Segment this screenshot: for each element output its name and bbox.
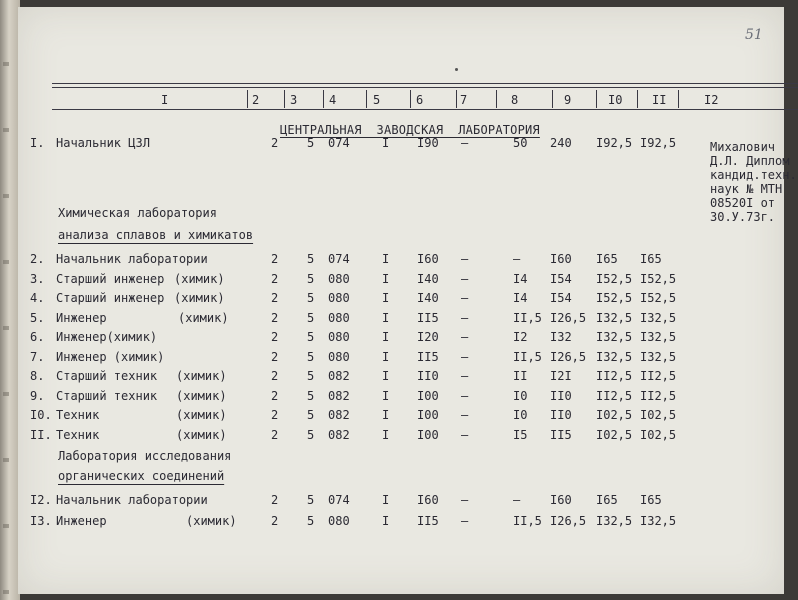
cell-spec: (химик) [176, 408, 227, 422]
cell-c2: 2 [271, 493, 279, 507]
row-1-note: Михалович Д.Л. Диплом кандид.техн. наук № МТН 08520I от 30.У.73г. [710, 140, 797, 224]
column-header-1: I [161, 93, 169, 107]
cell-spec: (химик) [178, 310, 229, 325]
cell-c5: I [382, 388, 390, 403]
cell-c4: 080 [328, 330, 350, 344]
table-row [18, 329, 784, 347]
cell-c7: – [461, 514, 469, 528]
cell-spec: (химик) [174, 271, 225, 286]
cell-c6: II0 [417, 369, 439, 383]
cell-n: 3. [30, 271, 45, 286]
cell-c4: 082 [328, 388, 350, 403]
cell-c11: I65 [640, 252, 662, 266]
cell-c9: II0 [550, 408, 572, 422]
cell-c3: 5 [307, 514, 315, 528]
cell-name: Старший инженер [56, 291, 165, 305]
section-1-title-line2: анализа сплавов и химикатов [58, 228, 254, 242]
cell-c3: 5 [307, 330, 315, 344]
cell-c2: 2 [271, 408, 279, 422]
cell-name: Техник [56, 408, 100, 422]
cell-c2: 2 [271, 252, 279, 266]
cell-n: I. [30, 136, 45, 150]
cell-c9: 240 [550, 136, 572, 150]
cell-c9: I26,5 [550, 310, 587, 325]
cell-c7: – [461, 310, 469, 325]
cell-c3: 5 [307, 427, 315, 442]
cell-n: II. [30, 427, 52, 442]
cell-c11: I92,5 [640, 136, 677, 150]
cell-c10: I65 [596, 493, 618, 507]
cell-spec: (химик) [176, 369, 227, 383]
cell-c9: II5 [550, 427, 572, 442]
table-row [18, 290, 784, 308]
table-row [18, 492, 784, 510]
column-separator [496, 90, 497, 108]
column-header-9: 9 [564, 93, 572, 107]
cell-c10: I32,5 [596, 330, 633, 344]
cell-c7: – [461, 427, 469, 442]
cell-c3: 5 [307, 493, 315, 507]
cell-c6: I40 [417, 271, 439, 286]
cell-c3: 5 [307, 369, 315, 383]
column-separator [410, 90, 411, 108]
cell-name: Старший инженер [56, 271, 165, 286]
cell-n: 2. [30, 252, 45, 266]
cell-c8: I0 [513, 408, 528, 422]
cell-c11: I32,5 [640, 349, 677, 364]
cell-c8: II,5 [513, 514, 542, 528]
cell-c11: II2,5 [640, 388, 677, 403]
cell-c10: II2,5 [596, 388, 633, 403]
column-header-6: 6 [416, 93, 424, 107]
cell-name: Техник [56, 427, 100, 442]
column-header-3: 3 [290, 93, 298, 107]
document-title: ЦЕНТРАЛЬНАЯ ЗАВОДСКАЯ ЛАБОРАТОРИЯ [280, 123, 540, 137]
cell-c9: I60 [550, 252, 572, 266]
cell-c6: II5 [417, 349, 439, 364]
cell-n: 8. [30, 369, 45, 383]
cell-c5: I [382, 271, 390, 286]
table-row [18, 368, 784, 386]
cell-c2: 2 [271, 330, 279, 344]
cell-c6: I00 [417, 388, 439, 403]
table-row [18, 513, 784, 531]
column-header-12: I2 [704, 93, 719, 107]
cell-c11: I65 [640, 493, 662, 507]
table-row [18, 271, 784, 289]
cell-c7: – [461, 388, 469, 403]
cell-c11: I52,5 [640, 291, 677, 305]
cell-c8: I4 [513, 291, 528, 305]
column-separator [637, 90, 638, 108]
cell-name: Инженер(химик) [56, 330, 158, 344]
cell-c7: – [461, 291, 469, 305]
cell-name: Инженер [56, 514, 107, 528]
cell-c6: I40 [417, 291, 439, 305]
cell-c2: 2 [271, 349, 279, 364]
cell-c6: I60 [417, 493, 439, 507]
column-separator [552, 90, 553, 108]
cell-c10: I02,5 [596, 408, 633, 422]
cell-name: Начальник ЦЗЛ [56, 136, 150, 150]
cell-c9: I32 [550, 330, 572, 344]
cell-c4: 074 [328, 252, 350, 266]
cell-c2: 2 [271, 427, 279, 442]
table-header-rule [52, 109, 798, 110]
table-row [18, 310, 784, 328]
cell-c9: I26,5 [550, 349, 587, 364]
table-top-rule-2 [52, 87, 798, 88]
cell-c5: I [382, 291, 390, 305]
cell-c4: 080 [328, 349, 350, 364]
table-row [18, 349, 784, 367]
cell-n: 4. [30, 291, 45, 305]
cell-c4: 080 [328, 271, 350, 286]
column-header-8: 8 [511, 93, 519, 107]
ink-dot [455, 68, 458, 71]
cell-c9: I26,5 [550, 514, 587, 528]
column-separator [284, 90, 285, 108]
cell-c9: II0 [550, 388, 572, 403]
cell-c5: I [382, 252, 390, 266]
section-2-title-line2: органических соединений [58, 469, 225, 483]
cell-c4: 080 [328, 310, 350, 325]
cell-c3: 5 [307, 349, 315, 364]
cell-c9: I60 [550, 493, 572, 507]
cell-n: 7. [30, 349, 45, 364]
cell-c8: I2 [513, 330, 528, 344]
cell-c8: II [513, 369, 528, 383]
table-row [18, 407, 784, 425]
cell-spec: (химик) [176, 388, 227, 403]
cell-c4: 074 [328, 493, 350, 507]
cell-c5: I [382, 310, 390, 325]
cell-c2: 2 [271, 291, 279, 305]
cell-c11: I02,5 [640, 408, 677, 422]
table-row [18, 135, 784, 153]
cell-c10: I52,5 [596, 291, 633, 305]
cell-name: Старший техник [56, 369, 158, 383]
cell-c10: I32,5 [596, 349, 633, 364]
cell-c4: 082 [328, 427, 350, 442]
cell-c6: I20 [417, 330, 439, 344]
cell-name: Инженер (химик) [56, 349, 165, 364]
cell-c11: I52,5 [640, 271, 677, 286]
cell-c11: I32,5 [640, 514, 677, 528]
cell-c4: 074 [328, 136, 350, 150]
cell-c11: II2,5 [640, 369, 677, 383]
column-header-11: II [652, 93, 667, 107]
cell-c8: I4 [513, 271, 528, 286]
cell-c6: I60 [417, 252, 439, 266]
cell-c11: I02,5 [640, 427, 677, 442]
cell-c5: I [382, 349, 390, 364]
cell-c5: I [382, 493, 390, 507]
page-number: 51 [745, 27, 763, 43]
cell-name: Начальник лаборатории [56, 252, 208, 266]
cell-c8: II,5 [513, 310, 542, 325]
cell-c10: I02,5 [596, 427, 633, 442]
cell-name: Старший техник [56, 388, 158, 403]
cell-name: Инженер [56, 310, 107, 325]
cell-c7: – [461, 136, 469, 150]
column-header-2: 2 [252, 93, 260, 107]
column-separator [678, 90, 679, 108]
cell-c2: 2 [271, 310, 279, 325]
cell-c9: I54 [550, 291, 572, 305]
column-header-5: 5 [373, 93, 381, 107]
document-page [18, 7, 797, 594]
cell-n: 9. [30, 388, 45, 403]
cell-c7: – [461, 330, 469, 344]
binder-edge [0, 0, 20, 600]
cell-c6: II5 [417, 310, 439, 325]
cell-c3: 5 [307, 136, 315, 150]
cell-c6: I00 [417, 427, 439, 442]
table-row [18, 427, 784, 445]
cell-c7: – [461, 493, 469, 507]
section-2-title-line1: Лаборатория исследования [58, 449, 232, 463]
cell-c10: I92,5 [596, 136, 633, 150]
cell-c8: – [513, 493, 521, 507]
cell-c5: I [382, 408, 390, 422]
cell-c11: I32,5 [640, 310, 677, 325]
cell-c5: I [382, 330, 390, 344]
column-separator [366, 90, 367, 108]
cell-c4: 080 [328, 291, 350, 305]
column-separator [456, 90, 457, 108]
cell-spec: (химик) [186, 514, 237, 528]
cell-c4: 080 [328, 514, 350, 528]
column-separator [596, 90, 597, 108]
cell-c9: I2I [550, 369, 572, 383]
cell-c3: 5 [307, 291, 315, 305]
cell-c7: – [461, 252, 469, 266]
section-1-title-line1: Химическая лаборатория [58, 206, 217, 220]
cell-c2: 2 [271, 271, 279, 286]
cell-c8: 50 [513, 136, 528, 150]
cell-c10: I52,5 [596, 271, 633, 286]
cell-c2: 2 [271, 369, 279, 383]
cell-c7: – [461, 271, 469, 286]
cell-c3: 5 [307, 408, 315, 422]
cell-c8: II,5 [513, 349, 542, 364]
cell-c10: I65 [596, 252, 618, 266]
cell-c7: – [461, 369, 469, 383]
cell-c6: I00 [417, 408, 439, 422]
cell-c7: – [461, 349, 469, 364]
cell-n: 5. [30, 310, 45, 325]
cell-c4: 082 [328, 408, 350, 422]
column-header-4: 4 [329, 93, 337, 107]
cell-c3: 5 [307, 271, 315, 286]
cell-c8: – [513, 252, 521, 266]
cell-spec: (химик) [174, 291, 225, 305]
cell-name: Начальник лаборатории [56, 493, 208, 507]
cell-n: I0. [30, 408, 52, 422]
cell-spec: (химик) [176, 427, 227, 442]
cell-c2: 2 [271, 388, 279, 403]
cell-c10: II2,5 [596, 369, 633, 383]
cell-c5: I [382, 427, 390, 442]
table-row [18, 251, 784, 269]
cell-n: I2. [30, 493, 52, 507]
column-separator [323, 90, 324, 108]
cell-c11: I32,5 [640, 330, 677, 344]
cell-c8: I0 [513, 388, 528, 403]
cell-c3: 5 [307, 388, 315, 403]
cell-c3: 5 [307, 310, 315, 325]
cell-c8: I5 [513, 427, 528, 442]
cell-c7: – [461, 408, 469, 422]
cell-n: 6. [30, 330, 45, 344]
cell-c5: I [382, 514, 390, 528]
table-top-rule [52, 83, 798, 84]
cell-c10: I32,5 [596, 310, 633, 325]
cell-c6: II5 [417, 514, 439, 528]
cell-c6: I90 [417, 136, 439, 150]
cell-c5: I [382, 136, 390, 150]
column-separator [247, 90, 248, 108]
cell-n: I3. [30, 514, 52, 528]
cell-c4: 082 [328, 369, 350, 383]
cell-c10: I32,5 [596, 514, 633, 528]
cell-c2: 2 [271, 514, 279, 528]
cell-c5: I [382, 369, 390, 383]
table-row [18, 388, 784, 406]
cell-c3: 5 [307, 252, 315, 266]
column-header-10: I0 [608, 93, 623, 107]
cell-c9: I54 [550, 271, 572, 286]
cell-c2: 2 [271, 136, 279, 150]
column-header-7: 7 [460, 93, 468, 107]
